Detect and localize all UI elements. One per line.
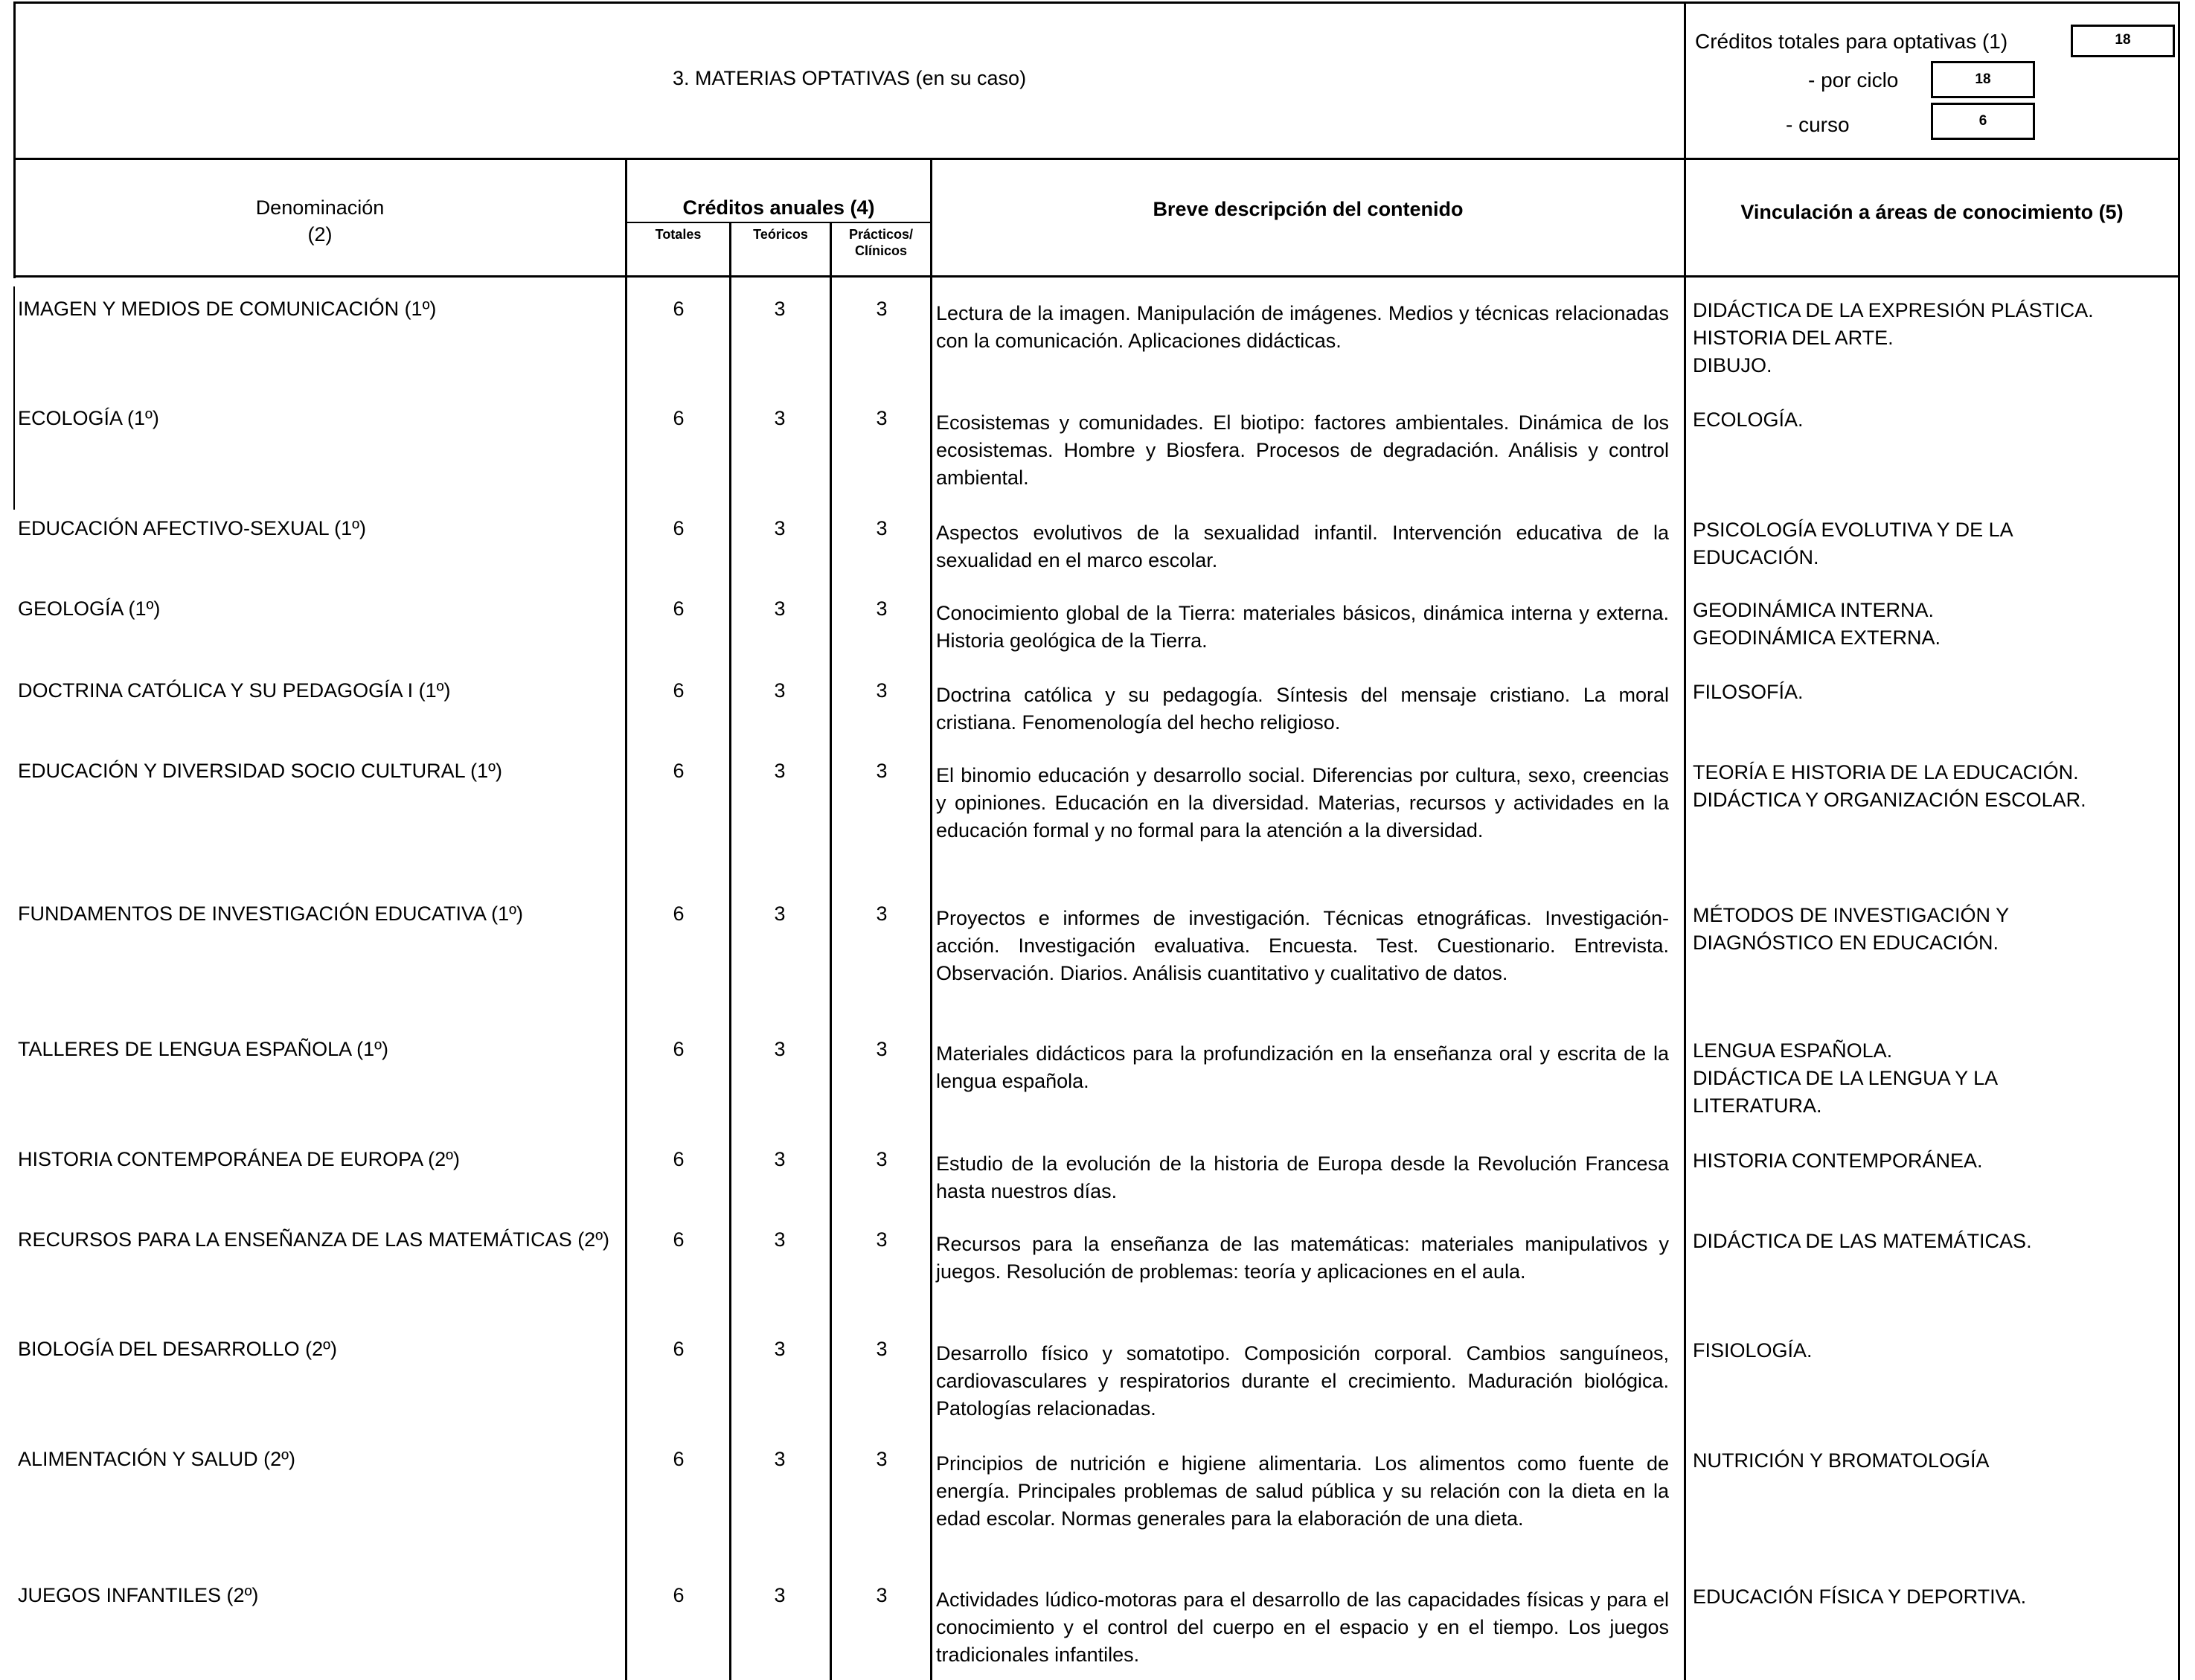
- creditos-practicos: 3: [876, 1338, 888, 1360]
- course-name: HISTORIA CONTEMPORÁNEA DE EUROPA (2º): [18, 1148, 460, 1170]
- creditos-totales: 6: [673, 1038, 685, 1060]
- knowledge-areas: [1693, 516, 2184, 571]
- course-description: Actividades lúdico-motoras para el desarrollo de las capacidades físicas y para el conocimiento y el control del cuerpo en el espacio y en el tiempo. Los juegos tradicionales infantiles.: [936, 1588, 1669, 1666]
- knowledge-areas: [1693, 297, 2184, 379]
- knowledge-areas: [1693, 1147, 2184, 1175]
- creditos-practicos: 3: [876, 517, 888, 539]
- creditos-totales: 6: [673, 679, 685, 702]
- top-border: [13, 1, 2180, 4]
- course-name: TALLERES DE LENGUA ESPAÑOLA (1º): [18, 1038, 389, 1060]
- denominacion-note: (2): [307, 223, 333, 246]
- column-header-divider: [13, 275, 2180, 278]
- knowledge-area: GEODINÁMICA EXTERNA.: [1693, 626, 1941, 649]
- creditos-totales: 6: [673, 407, 685, 429]
- knowledge-area: TEORÍA E HISTORIA DE LA EDUCACIÓN.: [1693, 761, 2079, 783]
- creditos-totales: 6: [673, 1338, 685, 1360]
- creditos-practicos: 3: [876, 597, 888, 620]
- knowledge-areas: [1693, 1447, 2184, 1475]
- knowledge-areas: [1693, 406, 2184, 434]
- knowledge-areas: [1693, 759, 2184, 814]
- knowledge-area: DIDÁCTICA DE LA LENGUA Y LA: [1693, 1067, 1999, 1089]
- course-description: Conocimiento global de la Tierra: materiales básicos, dinámica interna y externa. Historia geológica de la Tierra.: [936, 602, 1669, 652]
- denominacion-header: Denominación: [255, 196, 385, 219]
- creditos-totales: 6: [673, 1584, 685, 1606]
- right-border: [2178, 1, 2180, 1680]
- divider-teoricos-practicos: [830, 223, 832, 1680]
- knowledge-area: PSICOLOGÍA EVOLUTIVA Y DE LA: [1693, 519, 2013, 541]
- creditos-totales: 6: [673, 760, 685, 782]
- course-name: FUNDAMENTOS DE INVESTIGACIÓN EDUCATIVA (1º): [18, 902, 523, 925]
- course-description: Doctrina católica y su pedagogía. Síntesis del mensaje cristiano. La moral cristiana. Fenomenología del hecho religioso.: [936, 684, 1669, 734]
- totales-header: Totales: [655, 227, 702, 242]
- knowledge-area: DIDÁCTICA DE LAS MATEMÁTICAS.: [1693, 1230, 2032, 1252]
- creditos-totales: 6: [673, 597, 685, 620]
- creditos-totales: 6: [673, 1228, 685, 1251]
- course-description: Recursos para la enseñanza de las matemáticas: materiales manipulativos y juegos. Resolución de problemas: teoría y aplicaciones en el aula.: [936, 1233, 1669, 1283]
- creditos-totales: 6: [673, 298, 685, 320]
- course-description: Estudio de la evolución de la historia de Europa desde la Revolución Francesa hasta nuestros días.: [936, 1152, 1669, 1202]
- knowledge-areas: [1693, 597, 2184, 652]
- knowledge-area: FISIOLOGÍA.: [1693, 1339, 1813, 1362]
- course-description: Materiales didácticos para la profundización en la enseñanza oral y escrita de la lengua española.: [936, 1042, 1669, 1092]
- divider-credits-desc: [930, 158, 932, 1680]
- knowledge-area: DIDÁCTICA Y ORGANIZACIÓN ESCOLAR.: [1693, 789, 2086, 811]
- knowledge-area: HISTORIA DEL ARTE.: [1693, 327, 1894, 349]
- creditos-totales: 6: [673, 902, 685, 925]
- credits-subheader-divider: [625, 222, 930, 223]
- creditos-teoricos: 3: [774, 679, 786, 702]
- knowledge-area: LENGUA ESPAÑOLA.: [1693, 1039, 1893, 1062]
- course-name: RECURSOS PARA LA ENSEÑANZA DE LAS MATEMÁTICAS (2º): [18, 1228, 610, 1251]
- creditos-totales-box: 18: [2071, 25, 2175, 57]
- creditos-teoricos: 3: [774, 902, 786, 925]
- creditos-teoricos: 3: [774, 760, 786, 782]
- creditos-teoricos: 3: [774, 1038, 786, 1060]
- vinculacion-header: Vinculación a áreas de conocimiento (5): [1740, 201, 2124, 223]
- creditos-practicos: 3: [876, 1038, 888, 1060]
- divider-totales-teoricos: [729, 223, 731, 1680]
- knowledge-area: NUTRICIÓN Y BROMATOLOGÍA: [1693, 1449, 1990, 1472]
- creditos-practicos: 3: [876, 679, 888, 702]
- header-divider: [13, 158, 2180, 160]
- creditos-practicos: 3: [876, 760, 888, 782]
- course-name: EDUCACIÓN AFECTIVO-SEXUAL (1º): [18, 517, 366, 539]
- por-ciclo-label: - por ciclo: [1808, 68, 1899, 92]
- creditos-practicos: 3: [876, 1448, 888, 1470]
- creditos-teoricos: 3: [774, 298, 786, 320]
- divider-title-credits: [1684, 1, 1686, 1680]
- creditos-totales: 6: [673, 517, 685, 539]
- course-name: GEOLOGÍA (1º): [18, 597, 161, 620]
- course-name: IMAGEN Y MEDIOS DE COMUNICACIÓN (1º): [18, 298, 437, 320]
- creditos-practicos: 3: [876, 1148, 888, 1170]
- creditos-teoricos: 3: [774, 1228, 786, 1251]
- course-name: ECOLOGÍA (1º): [18, 407, 159, 429]
- knowledge-area: DIDÁCTICA DE LA EXPRESIÓN PLÁSTICA.: [1693, 299, 2094, 321]
- knowledge-areas: [1693, 1228, 2184, 1255]
- creditos-teoricos: 3: [774, 1448, 786, 1470]
- course-name: BIOLOGÍA DEL DESARROLLO (2º): [18, 1338, 337, 1360]
- creditos-teoricos: 3: [774, 1338, 786, 1360]
- creditos-practicos: 3: [876, 902, 888, 925]
- knowledge-area: DIBUJO.: [1693, 354, 1772, 376]
- left-margin-tick: [13, 286, 15, 510]
- divider-name-credits: [625, 158, 627, 1680]
- practicos-header-1: Prácticos/: [848, 227, 914, 242]
- course-description: Proyectos e informes de investigación. Técnicas etnográficas. Investigación-acción. Investigación evaluativa. Encuesta. Test. Cuestionario. Entrevista. Observación. Diarios. Análisis cuantitativo y cualitativo de datos.: [936, 907, 1669, 984]
- teoricos-header: Teóricos: [753, 227, 808, 242]
- creditos-totales-label: Créditos totales para optativas (1): [1695, 30, 2008, 53]
- knowledge-areas: [1693, 1337, 2184, 1365]
- course-description: Aspectos evolutivos de la sexualidad infantil. Intervención educativa de la sexualidad en el marco escolar.: [936, 522, 1669, 571]
- course-description: Lectura de la imagen. Manipulación de imágenes. Medios y técnicas relacionadas con la comunicación. Aplicaciones didácticas.: [936, 302, 1669, 352]
- section-title: 3. MATERIAS OPTATIVAS (en su caso): [672, 67, 1027, 89]
- creditos-totales: 6: [673, 1148, 685, 1170]
- descripcion-header: Breve descripción del contenido: [1153, 198, 1464, 220]
- course-description: El binomio educación y desarrollo social. Diferencias por cultura, sexo, creencias y opiniones. Educación en la diversidad. Materias, recursos y actividades en la educación formal y no formal para la atención a la diversidad.: [936, 764, 1669, 841]
- knowledge-area: ECOLOGÍA.: [1693, 408, 1804, 431]
- knowledge-area: EDUCACIÓN.: [1693, 546, 1819, 568]
- curso-box: 6: [1931, 103, 2035, 140]
- creditos-practicos: 3: [876, 1228, 888, 1251]
- creditos-header: Créditos anuales (4): [682, 196, 875, 219]
- knowledge-area: GEODINÁMICA INTERNA.: [1693, 599, 1935, 621]
- creditos-teoricos: 3: [774, 1584, 786, 1606]
- creditos-totales: 6: [673, 1448, 685, 1470]
- knowledge-areas: [1693, 1037, 2184, 1120]
- creditos-teoricos: 3: [774, 517, 786, 539]
- course-name: EDUCACIÓN Y DIVERSIDAD SOCIO CULTURAL (1º): [18, 760, 502, 782]
- creditos-practicos: 3: [876, 298, 888, 320]
- curso-label: - curso: [1786, 113, 1850, 136]
- knowledge-area: MÉTODOS DE INVESTIGACIÓN Y: [1693, 904, 2010, 926]
- por-ciclo-box: 18: [1931, 61, 2035, 98]
- knowledge-areas: [1693, 1583, 2184, 1611]
- knowledge-area: EDUCACIÓN FÍSICA Y DEPORTIVA.: [1693, 1586, 2027, 1608]
- course-name: DOCTRINA CATÓLICA Y SU PEDAGOGÍA I (1º): [18, 679, 451, 702]
- course-description: Desarrollo físico y somatotipo. Composición corporal. Cambios sanguíneos, cardiovasculares y respiratorios durante el crecimiento. Maduración biológica. Patologías relacionadas.: [936, 1342, 1669, 1420]
- course-name: ALIMENTACIÓN Y SALUD (2º): [18, 1448, 295, 1470]
- knowledge-area: LITERATURA.: [1693, 1094, 1822, 1117]
- knowledge-areas: [1693, 679, 2184, 706]
- course-description: Ecosistemas y comunidades. El biotipo: factores ambientales. Dinámica de los ecosistemas. Hombre y Biosfera. Procesos de degradación. Análisis y control ambiental.: [936, 411, 1669, 489]
- creditos-teoricos: 3: [774, 597, 786, 620]
- course-description: Principios de nutrición e higiene alimentaria. Los alimentos como fuente de energía. Principales problemas de salud pública y su relación con la dieta en la edad escolar. Normas generales para la elaboración de una dieta.: [936, 1452, 1669, 1530]
- creditos-teoricos: 3: [774, 1148, 786, 1170]
- knowledge-areas: [1693, 902, 2184, 957]
- knowledge-area: DIAGNÓSTICO EN EDUCACIÓN.: [1693, 932, 1999, 954]
- course-name: JUEGOS INFANTILES (2º): [18, 1584, 259, 1606]
- practicos-header-2: Clínicos: [854, 243, 907, 258]
- creditos-practicos: 3: [876, 407, 888, 429]
- creditos-practicos: 3: [876, 1584, 888, 1606]
- knowledge-area: FILOSOFÍA.: [1693, 681, 1804, 703]
- creditos-teoricos: 3: [774, 407, 786, 429]
- knowledge-area: HISTORIA CONTEMPORÁNEA.: [1693, 1150, 1983, 1172]
